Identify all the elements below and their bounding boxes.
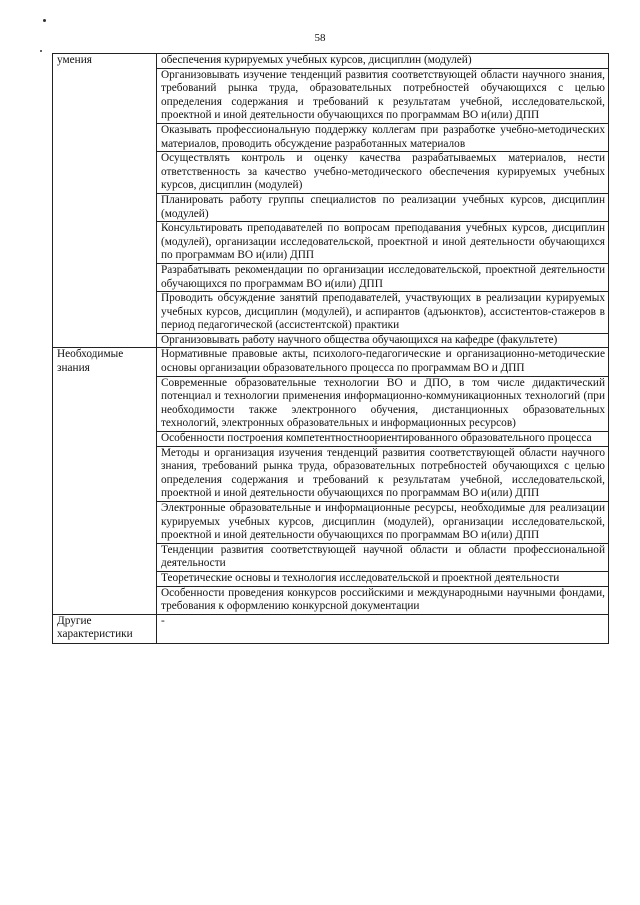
table-cell: Проводить обсуждение занятий преподавателей, участвующих в реализации курируемых учебных курсов, дисциплин (модулей), и аспирантов (адъюнктов), ассистентов-стажеров в период педагогической (ассистентской) практики <box>157 292 609 334</box>
table-cell: Консультировать преподавателей по вопросам преподавания учебных курсов, дисциплин (модулей), организации исследовательской, проектной и иной деятельности обучающихся по программам ВО и(или) ДПП <box>157 222 609 264</box>
row-label: Другие характеристики <box>53 614 157 643</box>
table-cell: Оказывать профессиональную поддержку коллегам при разработке учебно-методических материалов, проводить обсуждение разработанных материалов <box>157 123 609 151</box>
table-cell: Тенденции развития соответствующей научной области и области профессиональной деятельности <box>157 543 609 571</box>
table-cell: Организовывать работу научного общества обучающихся на кафедре (факультете) <box>157 333 609 348</box>
table-cell: обеспечения курируемых учебных курсов, дисциплин (модулей) <box>157 54 609 69</box>
table-cell: Электронные образовательные и информационные ресурсы, необходимые для реализации курируемых учебных курсов, дисциплин (модулей), организации исследовательской, проектной и иной деятельности обучающихся по программам ВО и(или) ДПП <box>157 502 609 544</box>
table-cell: Особенности построения компетентностноориентированного образовательного процесса <box>157 432 609 447</box>
table-cell: - <box>157 614 609 643</box>
table-row <box>53 348 609 376</box>
qualification-table <box>52 53 609 644</box>
table-cell: Теоретические основы и технология исследовательской и проектной деятельности <box>157 571 609 586</box>
page-number: 58 <box>314 32 326 44</box>
scan-speck <box>40 50 42 52</box>
table-row <box>53 54 609 69</box>
table-cell: Современные образовательные технологии ВО и ДПО, в том числе дидактический потенциал и технологии применения информационно-коммуникационных технологий (при необходимости также электронного обучения, дистанционных образовательных технологий, электронных образовательных и информационных ресурсов) <box>157 376 609 431</box>
row-label: Необходимые знания <box>53 348 157 614</box>
table-cell: Осуществлять контроль и оценку качества разрабатываемых материалов, нести ответственность за качество учебно-методического обеспечения курируемых учебных курсов, дисциплин (модулей) <box>157 152 609 194</box>
table-cell: Разрабатывать рекомендации по организации исследовательской, проектной деятельности обучающихся по программам ВО и(или) ДПП <box>157 263 609 291</box>
table-cell: Нормативные правовые акты, психолого-педагогические и организационно-методические основы организации образовательного процесса по программам ВО и ДПП <box>157 348 609 376</box>
table-cell: Методы и организация изучения тенденций развития соответствующей области научного знания, требований рынка труда, образовательных потребностей обучающихся с целью определения содержания и требований к результатам учебной, исследовательской, проектной и иной деятельности обучающихся по программам ВО и(или) ДПП <box>157 446 609 501</box>
table-cell: Планировать работу группы специалистов по реализации учебных курсов, дисциплин (модулей) <box>157 193 609 221</box>
table-row <box>53 614 609 643</box>
table-cell: Особенности проведения конкурсов российскими и международными научными фондами, требования к оформлению конкурсной документации <box>157 586 609 614</box>
scan-speck <box>43 19 46 22</box>
row-label: умения <box>53 54 157 348</box>
table-cell: Организовывать изучение тенденций развития соответствующей области научного знания, требований рынка труда, образовательных потребностей обучающихся с целью определения содержания и требований к результатам учебной, исследовательской, проектной и иной деятельности обучающихся по программам ВО и(или) ДПП <box>157 68 609 123</box>
